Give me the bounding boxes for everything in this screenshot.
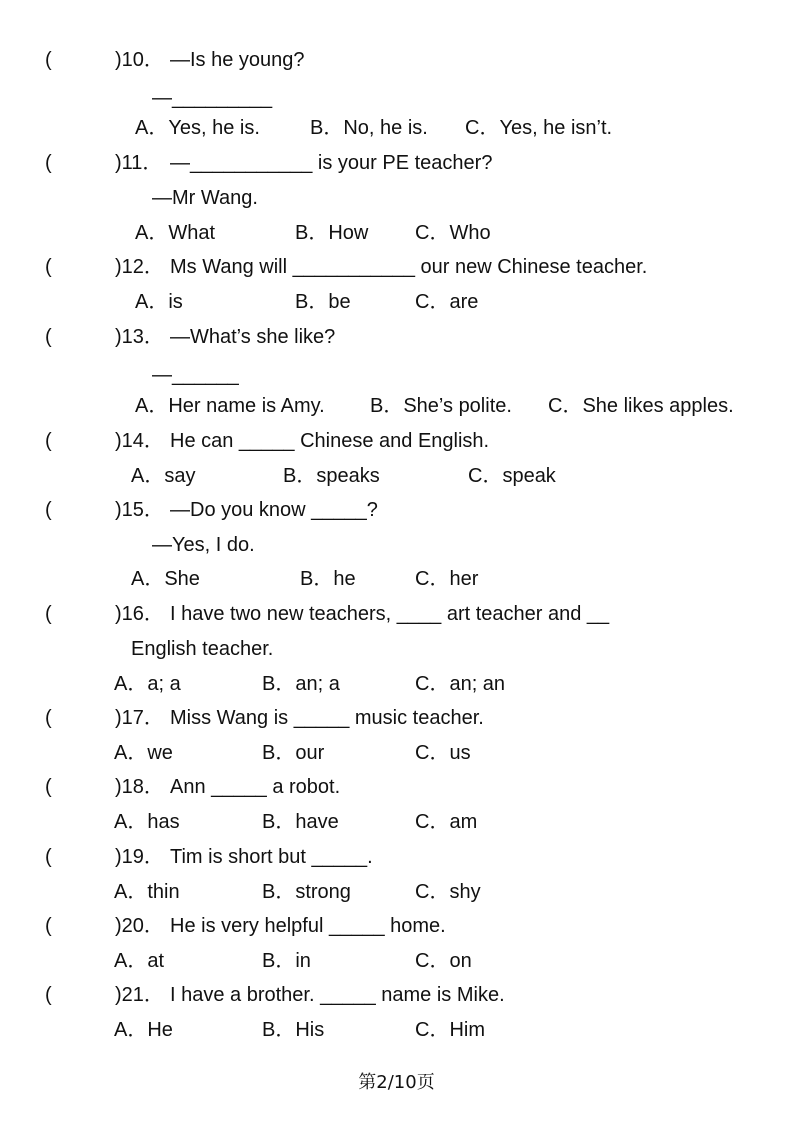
answer-bracket-open: ( [45,326,52,348]
answer-option[interactable]: B．have [262,811,339,833]
page-number: 第2/10页 [358,1072,435,1093]
question-stem: I have a brother. _____ name is Mike. [170,984,505,1006]
answer-bracket-open: ( [45,49,52,71]
answer-bracket-open: ( [45,984,52,1006]
answer-option[interactable]: A．has [114,811,180,833]
answer-option[interactable]: C．on [415,950,472,972]
question-stem: I have two new teachers, ____ art teacher and __ [170,603,610,625]
question-number: )21． [115,984,164,1006]
question-number: )20． [115,915,164,937]
answer-option[interactable]: A．thin [114,881,180,903]
answer-option[interactable]: C．her [415,568,479,590]
answer-option[interactable]: B．our [262,742,325,764]
question-stem: —Is he young? [170,49,305,71]
answer-option[interactable]: B．an; a [262,673,340,695]
question-number: )10． [115,49,164,71]
question-stem: —Do you know _____? [170,499,378,521]
answer-option[interactable]: C．us [415,742,471,764]
question-number: )16． [115,603,164,625]
question-stem: He is very helpful _____ home. [170,915,446,937]
answer-bracket-open: ( [45,152,52,174]
answer-option[interactable]: B．strong [262,881,351,903]
answer-option[interactable]: B．How [295,222,369,244]
answer-option[interactable]: C．are [415,291,479,313]
answer-option[interactable]: C．She likes apples. [548,395,734,417]
answer-option[interactable]: A．at [114,950,165,972]
answer-option[interactable]: B．No, he is. [310,117,428,139]
answer-bracket-open: ( [45,256,52,278]
question-stem: Tim is short but _____. [170,846,373,868]
answer-option[interactable]: B．His [262,1019,325,1041]
question-stem: Ann _____ a robot. [170,776,341,798]
answer-bracket-open: ( [45,707,52,729]
answer-bracket-open: ( [45,430,52,452]
question-stem: —What’s she like? [170,326,336,348]
question-stem: Ms Wang will ___________ our new Chinese teacher. [170,256,648,278]
answer-bracket-open: ( [45,603,52,625]
answer-bracket-open: ( [45,776,52,798]
question-stem: —___________ is your PE teacher? [170,152,493,174]
question-continuation: —Mr Wang. [152,187,258,209]
answer-bracket-open: ( [45,499,52,521]
answer-option[interactable]: B．She’s polite. [370,395,512,417]
answer-option[interactable]: A．say [131,465,196,487]
answer-option[interactable]: A．Her name is Amy. [135,395,325,417]
answer-option[interactable]: B．he [300,568,356,590]
answer-option[interactable]: C．an; an [415,673,506,695]
answer-option[interactable]: C．am [415,811,478,833]
question-number: )11． [115,152,163,174]
question-continuation: —_________ [152,87,273,109]
answer-bracket-open: ( [45,846,52,868]
answer-option[interactable]: A．What [135,222,216,244]
question-number: )19． [115,846,164,868]
question-number: )17． [115,707,164,729]
answer-option[interactable]: C．Who [415,222,491,244]
question-continuation: —Yes, I do. [152,534,255,556]
question-stem: Miss Wang is _____ music teacher. [170,707,484,729]
question-continuation: —______ [152,364,239,386]
answer-option[interactable]: A．She [131,568,200,590]
answer-option[interactable]: B．be [295,291,351,313]
question-number: )14． [115,430,164,452]
answer-option[interactable]: C．Yes, he isn’t. [465,117,613,139]
answer-bracket-open: ( [45,915,52,937]
question-number: )13． [115,326,164,348]
answer-option[interactable]: C．shy [415,881,481,903]
question-number: )12． [115,256,164,278]
answer-option[interactable]: C．Him [415,1019,485,1041]
answer-option[interactable]: B．speaks [283,465,380,487]
question-number: )18． [115,776,164,798]
answer-option[interactable]: A．He [114,1019,173,1041]
answer-option[interactable]: A．is [135,291,183,313]
answer-option[interactable]: B．in [262,950,311,972]
question-continuation: English teacher. [131,638,274,660]
answer-option[interactable]: A．Yes, he is. [135,117,260,139]
question-stem: He can _____ Chinese and English. [170,430,490,452]
answer-option[interactable]: A．we [114,742,173,764]
answer-option[interactable]: A．a; a [114,673,181,695]
question-number: )15． [115,499,164,521]
answer-option[interactable]: C．speak [468,465,556,487]
